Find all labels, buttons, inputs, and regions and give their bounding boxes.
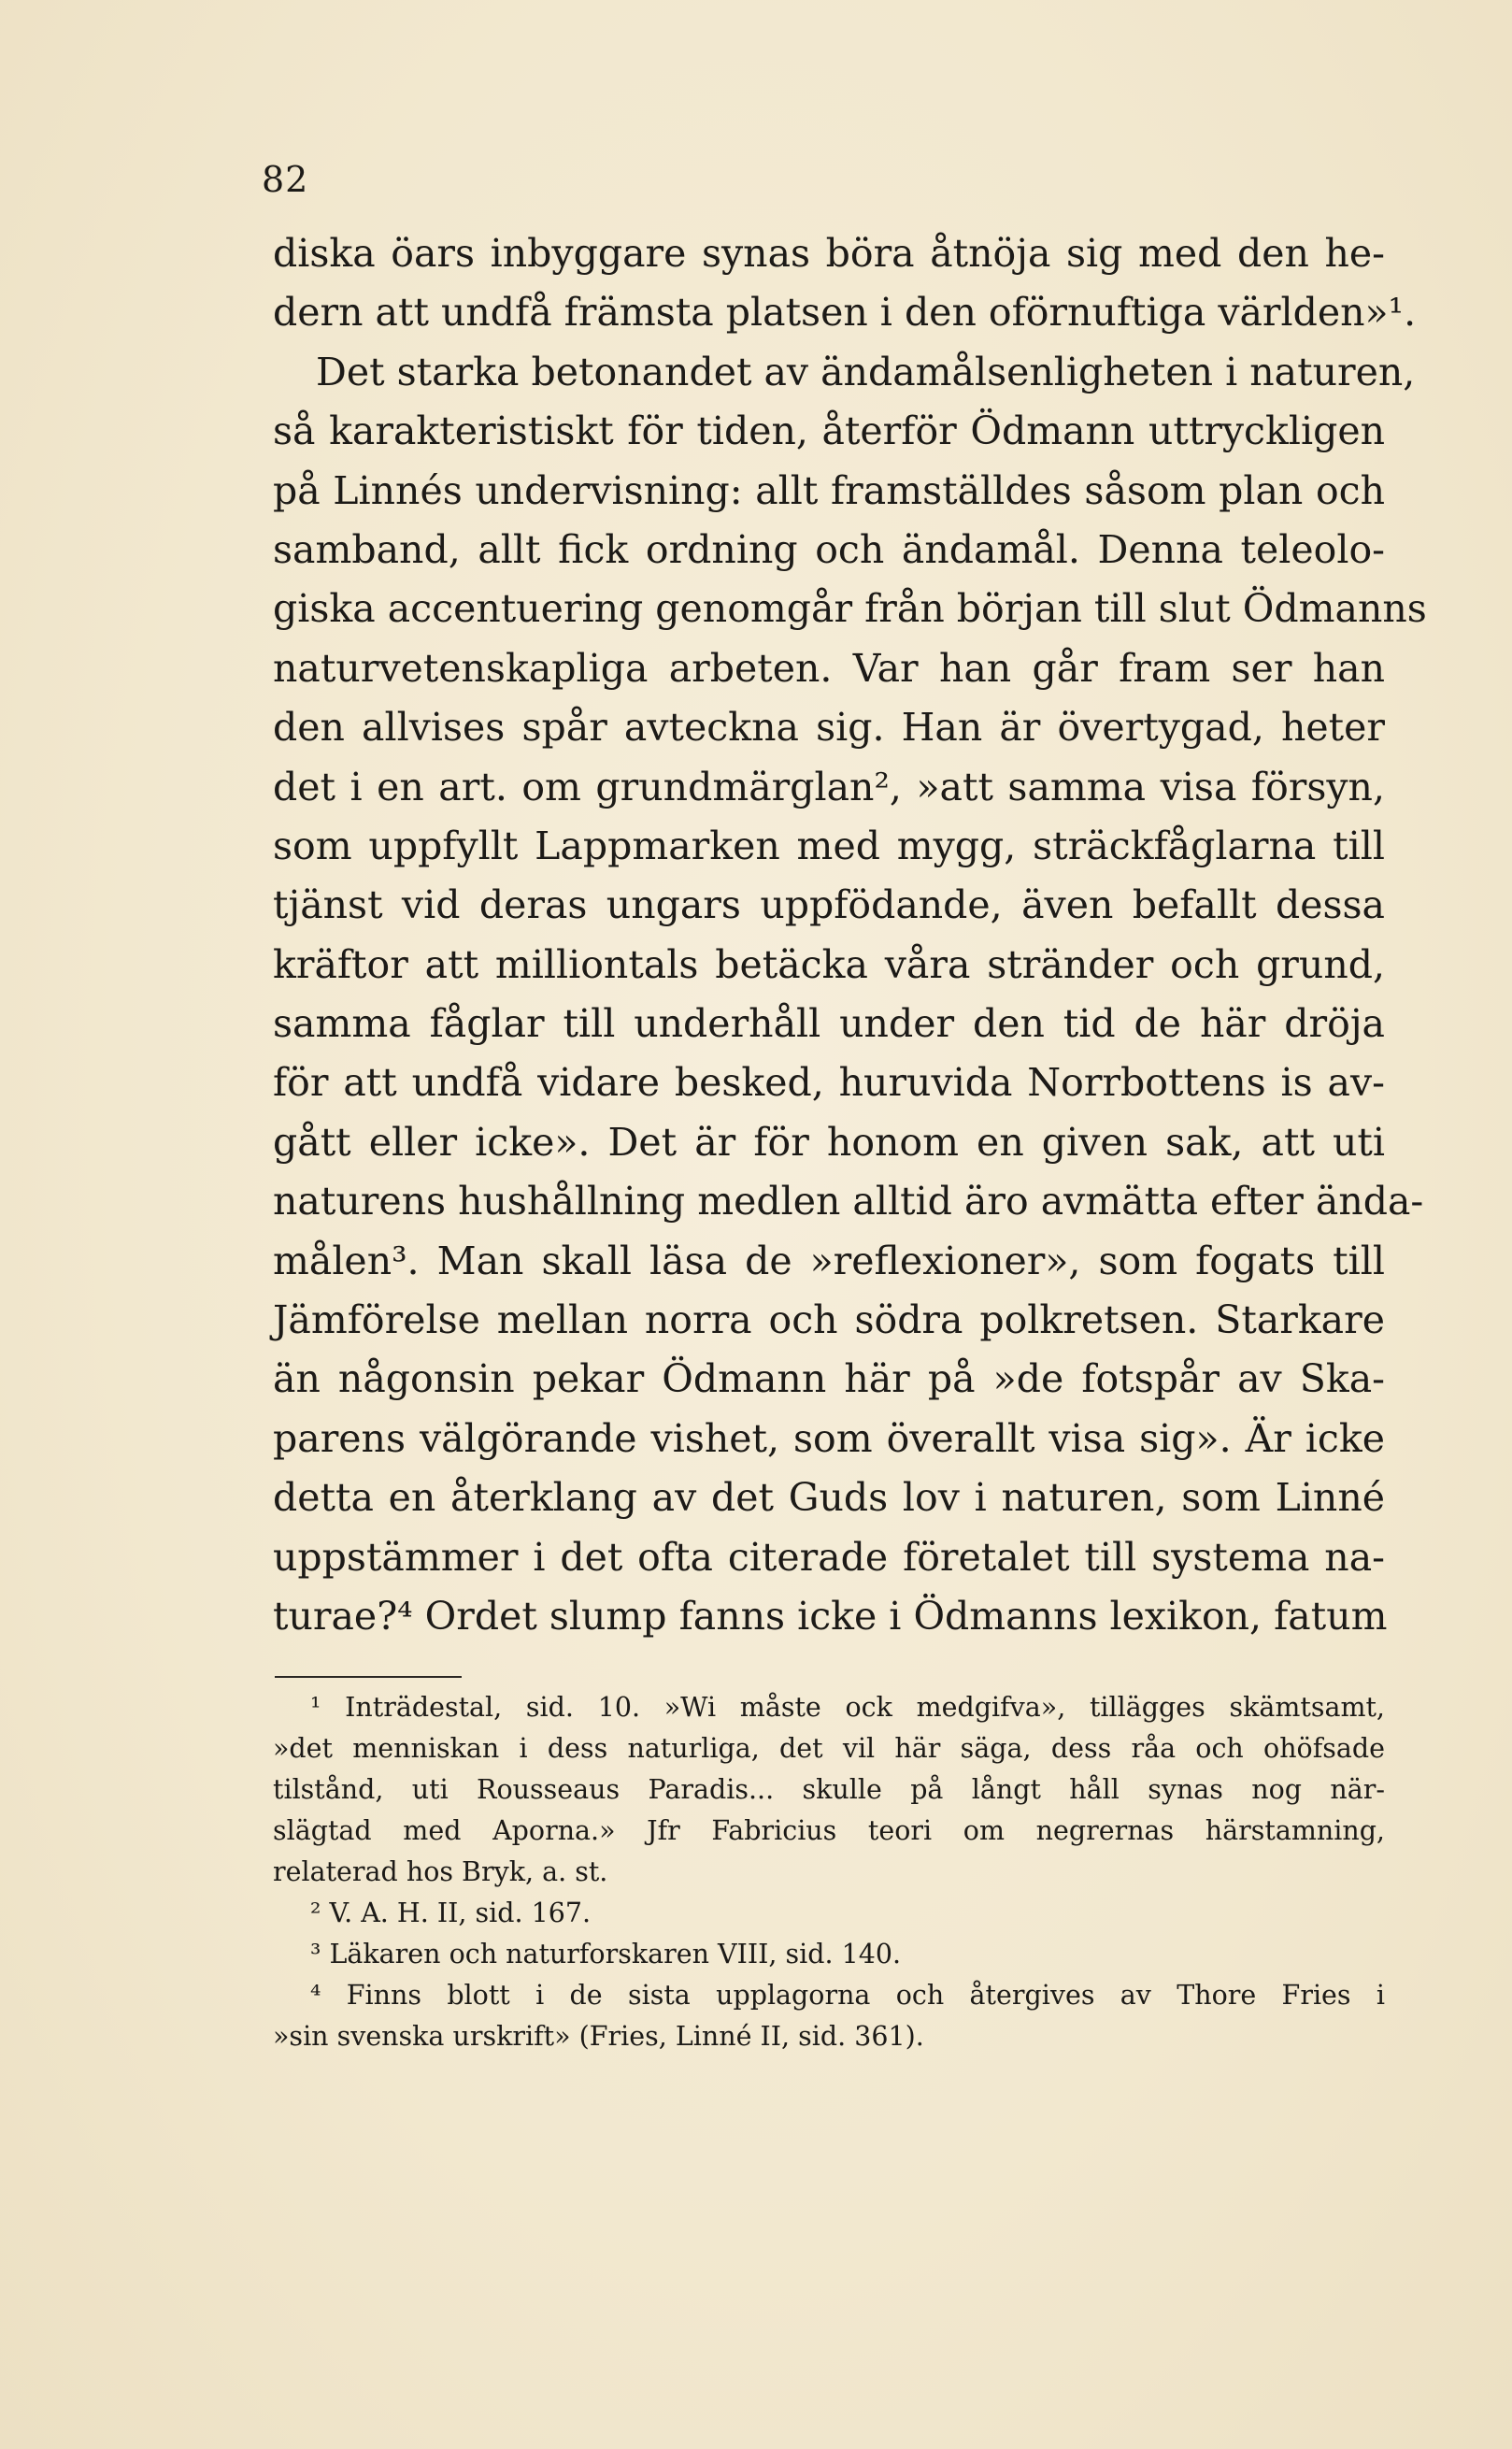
text-line: uppstämmer i det ofta citerade företalet till systema na- <box>273 1534 1385 1580</box>
footnote-line: »det menniskan i dess naturliga, det vil här säga, dess råa och ohöfsade <box>273 1733 1385 1764</box>
text-line: samband, allt fick ordning och ändamål. Denna teleolo- <box>273 526 1385 572</box>
text-line: det i en art. om grundmärglan², »att samma visa försyn, <box>273 764 1385 809</box>
text-line: som uppfyllt Lappmarken med mygg, sträckfåglarna till <box>273 823 1385 868</box>
text-line: tjänst vid deras ungars uppfödande, även befallt dessa <box>273 882 1385 928</box>
footnote-line: »sin svenska urskrift» (Fries, Linné II, sid. 361). <box>273 2021 924 2052</box>
footnotes <box>273 1687 1385 2057</box>
text-line: på Linnés undervisning: allt framställdes såsom plan och <box>273 467 1385 513</box>
text-line: giska accentuering genomgår från början till slut Ödmanns <box>273 586 1427 632</box>
text-line: turae?⁴ Ordet slump fanns icke i Ödmanns lexikon, fatum <box>273 1593 1388 1639</box>
text-line: Det starka betonandet av ändamålsenligheten i naturen, <box>316 349 1416 394</box>
text-line: naturvetenskapliga arbeten. Var han går fram ser han <box>273 645 1385 691</box>
footnote-line: tilstånd, uti Rousseaus Paradis... skulle på långt håll synas nog när- <box>273 1774 1385 1805</box>
text-line: än någonsin pekar Ödmann här på »de fotspår av Ska- <box>273 1356 1385 1402</box>
footnote-line: ⁴ Finns blott i de sista upplagorna och återgives av Thore Fries i <box>310 1980 1385 2011</box>
text-line: diska öars inbyggare synas böra åtnöja sig med den he- <box>273 231 1385 276</box>
text-line: samma fåglar till underhåll under den tid de här dröja <box>273 1001 1385 1047</box>
text-line: gått eller icke». Det är för honom en given sak, att uti <box>273 1119 1385 1165</box>
footnote-divider <box>275 1676 462 1678</box>
footnote-line: ³ Läkaren och naturforskaren VIII, sid. 140. <box>310 1939 902 1969</box>
text-line: naturens hushållning medlen alltid äro avmätta efter ända- <box>273 1179 1424 1224</box>
text-line: dern att undfå främsta platsen i den oförnuftiga världen»¹. <box>273 290 1417 336</box>
footnote-line: relaterad hos Bryk, a. st. <box>273 1856 608 1887</box>
footnote-line: slägtad med Aporna.» Jfr Fabricius teori om negrernas härstamning, <box>273 1815 1385 1846</box>
body-text <box>273 224 1427 1646</box>
text-line: målen³. Man skall läsa de »reflexioner», som fogats till <box>273 1238 1385 1283</box>
page-number: 82 <box>262 159 309 200</box>
text-line: så karakteristiskt för tiden, återför Ödmann uttryckligen <box>273 408 1385 454</box>
text-line: den allvises spår avteckna sig. Han är övertygad, heter <box>273 705 1385 751</box>
text-line: detta en återklang av det Guds lov i naturen, som Linné <box>273 1475 1385 1521</box>
text-line: Jämförelse mellan norra och södra polkretsen. Starkare <box>273 1297 1385 1343</box>
text-line: för att undfå vidare besked, huruvida Norrbottens is av- <box>273 1060 1385 1106</box>
footnote-line: ¹ Inträdestal, sid. 10. »Wi måste ock medgifva», tillägges skämtsamt, <box>310 1692 1385 1723</box>
footnote-line: ² V. A. H. II, sid. 167. <box>310 1898 592 1928</box>
text-line: parens välgörande vishet, som överallt visa sig». Är icke <box>273 1415 1385 1461</box>
text-line: kräftor att milliontals betäcka våra stränder och grund, <box>273 941 1385 987</box>
